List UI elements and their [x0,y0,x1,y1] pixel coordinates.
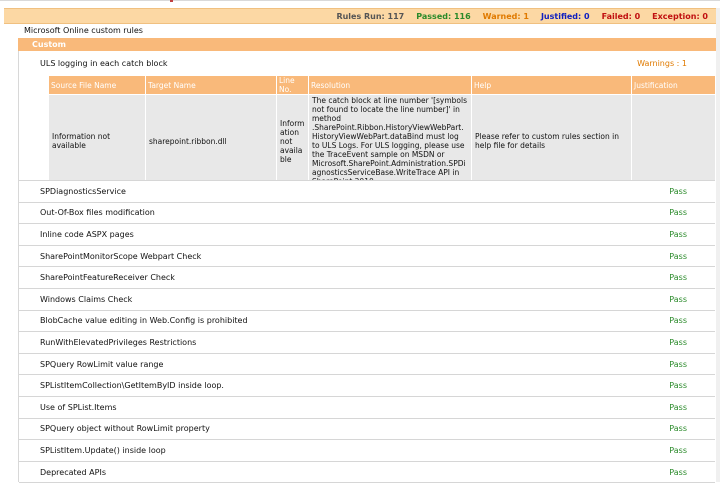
header-help: Help [472,76,631,94]
rule-name: RunWithElevatedPrivileges Restrictions [40,337,197,347]
rule-name: SPQuery object without RowLimit property [40,424,210,434]
cell-line-no: Information not available [277,95,308,187]
rule-status: Pass [669,316,687,326]
group-title: Microsoft Online custom rules [24,26,143,35]
rule-status: Pass [669,208,687,218]
rule-name: SPDiagnosticsService [40,186,126,196]
top-mark [170,0,173,2]
warned-count: Warned: 1 [482,11,529,21]
rule-name: SharePointFeatureReceiver Check [40,273,175,283]
justified-count: Justified: 0 [540,11,590,21]
top-border [0,0,720,1]
list-item[interactable] [19,267,715,289]
rule-name: Out-Of-Box files modification [40,208,155,218]
rules-run-count: Rules Run: 117 [336,11,405,21]
rule-status: Pass [669,467,687,477]
summary-bar [4,8,716,24]
list-item[interactable] [19,419,715,441]
detail-table [48,75,716,179]
rule-status: Pass [669,251,687,261]
failed-count: Failed: 0 [601,11,641,21]
header-resolution: Resolution [309,76,471,94]
rule-status: Pass [669,402,687,412]
list-item[interactable] [19,289,715,311]
list-item[interactable] [19,224,715,246]
rule-status: Pass [669,229,687,239]
rule-status: Pass [669,273,687,283]
rule-name: Use of SPList.Items [40,402,117,412]
rule-name: SPListItem.Update() inside loop [40,445,166,455]
rule-status: Pass [669,294,687,304]
rule-name: Windows Claims Check [40,294,133,304]
rule-name: SharePointMonitorScope Webpart Check [40,251,202,261]
header-justification: Justification [632,76,715,94]
list-item[interactable] [19,440,715,462]
rule-status: Pass [669,381,687,391]
rule-status: Pass [669,445,687,455]
cell-target-name: sharepoint.ribbon.dll [146,95,276,187]
rule-status: Pass [669,337,687,347]
list-item[interactable] [19,462,715,483]
cell-source-file: Information not available [49,95,145,187]
rule-name: BlobCache value editing in Web.Config is prohibited [40,316,248,326]
rule-name: SPQuery RowLimit value range [40,359,164,369]
list-item[interactable] [19,397,715,419]
list-item[interactable] [19,332,715,354]
rule-status-warnings[interactable]: Warnings : 1 [637,58,687,68]
section-header-custom[interactable] [18,38,716,51]
header-source-file: Source File Name [49,76,145,94]
list-item[interactable] [19,181,715,203]
list-item[interactable] [19,203,715,225]
rule-name: Deprecated APIs [40,467,106,477]
exception-count: Exception: 0 [652,11,708,21]
rule-name: Inline code ASPX pages [40,229,134,239]
header-line-no: Line No. [277,76,308,94]
passed-count: Passed: 116 [416,11,471,21]
list-item[interactable] [19,354,715,376]
table-row [49,95,715,187]
rule-name: ULS logging in each catch block [40,58,168,68]
rule-row-uls-logging[interactable] [19,55,715,71]
rule-status: Pass [669,359,687,369]
list-item[interactable] [19,375,715,397]
rule-status: Pass [669,424,687,434]
cell-justification [632,95,715,187]
cell-resolution: The catch block at line number '[symbols not found to locate the line number]' in method .SharePoint.Ribbon.HistoryViewWebPart.HistoryViewWebPart.dataBind must log to ULS Logs. For ULS logging, please use the TraceEvent sample on MSDN or Microsoft.SharePoint.Administration.SPDiagnosticsServiceBase.WriteTrace API in [309,95,471,187]
window-edge [716,8,720,482]
list-item[interactable] [19,246,715,268]
section-title: Custom [32,40,66,49]
rule-status: Pass [669,186,687,196]
rule-name: SPListItemCollection\GetItemByID inside loop. [40,381,224,391]
header-target-name: Target Name [146,76,276,94]
cell-help: Please refer to custom rules section in help file for details [472,95,631,187]
list-item[interactable] [19,311,715,333]
